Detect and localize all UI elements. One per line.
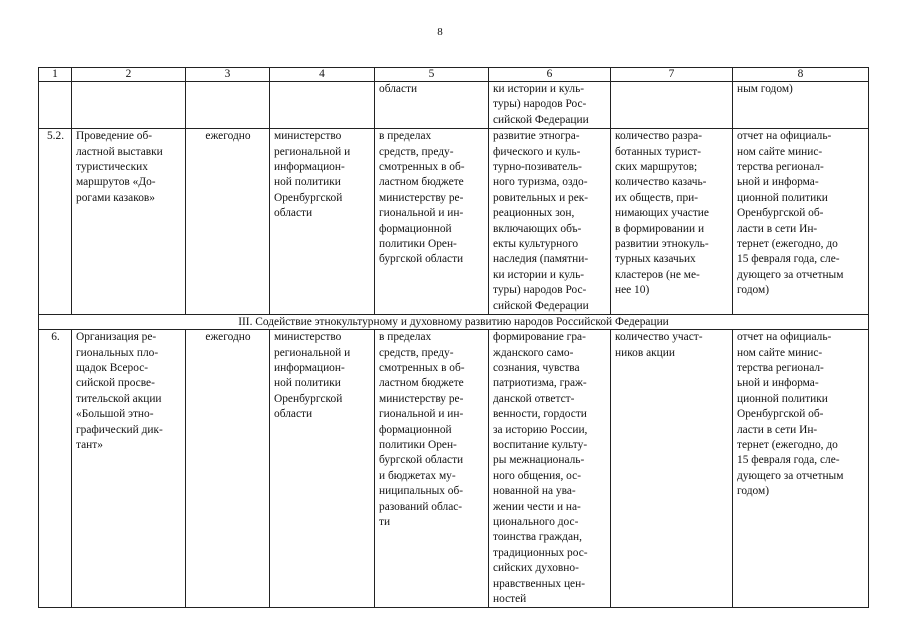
header-cell: 8 [733,68,869,82]
executor-cell [270,82,375,129]
section-heading: III. Содействие этнокультурному и духовному развитию народов Российской Федерации [39,315,869,330]
result-cell: ки истории и куль- туры) народов Рос- сийской Федерации [489,82,611,129]
period-cell: ежегодно [186,129,270,315]
event-cell: Проведение об- ластной выставки туристических маршрутов «До- рогами казаков» [72,129,186,315]
event-cell: Организация ре- гиональных пло- щадок Всерос- сийской просве- тительской акции «Большой этно- графический дик- тант» [72,330,186,608]
header-cell: 5 [375,68,489,82]
header-cell: 7 [611,68,733,82]
result-cell: развитие этногра- фического и куль- турно-позиватель- ного туризма, оздо- ровительных и рек- реационных зон, включающих объ- екты культурного наследия (памятни- ки истории и куль- туры) народов Рос- сийской Федерации [489,129,611,315]
indicator-cell: количество разра- ботанных турист- ских маршрутов; количество казачь- их обществ, при- нимающих участие в формировании и развитии этнокуль- турных казачьих кластеров (не ме- нее 10) [611,129,733,315]
report-cell: отчет на официаль- ном сайте минис- терства регионал- ьной и информа- ционной политики Оренбургской об- ласти в сети Ин- тернет (ежегодно, до 15 февраля года, сле- дующего за отчетным годом) [733,330,869,608]
header-cell: 6 [489,68,611,82]
report-cell: отчет на официаль- ном сайте минис- терства регионал- ьной и информа- ционной политики Оренбургской об- ласти в сети Ин- тернет (ежегодно, до 15 февраля года, сле- дующего за отчетным годом) [733,129,869,315]
header-cell: 2 [72,68,186,82]
row-number: 6. [39,330,72,608]
section-row [39,315,869,330]
page-number: 8 [437,26,443,38]
report-cell: ным годом) [733,82,869,129]
period-cell: ежегодно [186,330,270,608]
plan-table [38,67,869,608]
indicator-cell [611,82,733,129]
header-cell: 1 [39,68,72,82]
result-cell: формирование гра- жданского само- сознания, чувства патриотизма, граж- данской ответст- венности, гордости за историю России, воспитание культу- ры межнациональ- ного общения, ос- нованной на ува- жении чести и на- ционального дос- тоинства граждан, традиционных рос- сийских духовно- нравственных цен- ностей [489,330,611,608]
executor-cell: министерство региональной и информацион- ной политики Оренбургской области [270,330,375,608]
financing-cell: в пределах средств, преду- смотренных в об- ластном бюджете министерству ре- гиональной и ин- формационной политики Орен- бургской области и бюджетах му- ниципальных об- разований облас- ти [375,330,489,608]
financing-cell: области [375,82,489,129]
row-number [39,82,72,129]
table-row [39,330,869,608]
period-cell [186,82,270,129]
table-row [39,129,869,315]
table-row [39,82,869,129]
financing-cell: в пределах средств, преду- смотренных в об- ластном бюджете министерству ре- гиональной и ин- формационной политики Орен- бургской области [375,129,489,315]
executor-cell: министерство региональной и информацион- ной политики Оренбургской области [270,129,375,315]
header-row [39,68,869,82]
header-cell: 4 [270,68,375,82]
row-number: 5.2. [39,129,72,315]
indicator-cell: количество участ- ников акции [611,330,733,608]
event-cell [72,82,186,129]
header-cell: 3 [186,68,270,82]
